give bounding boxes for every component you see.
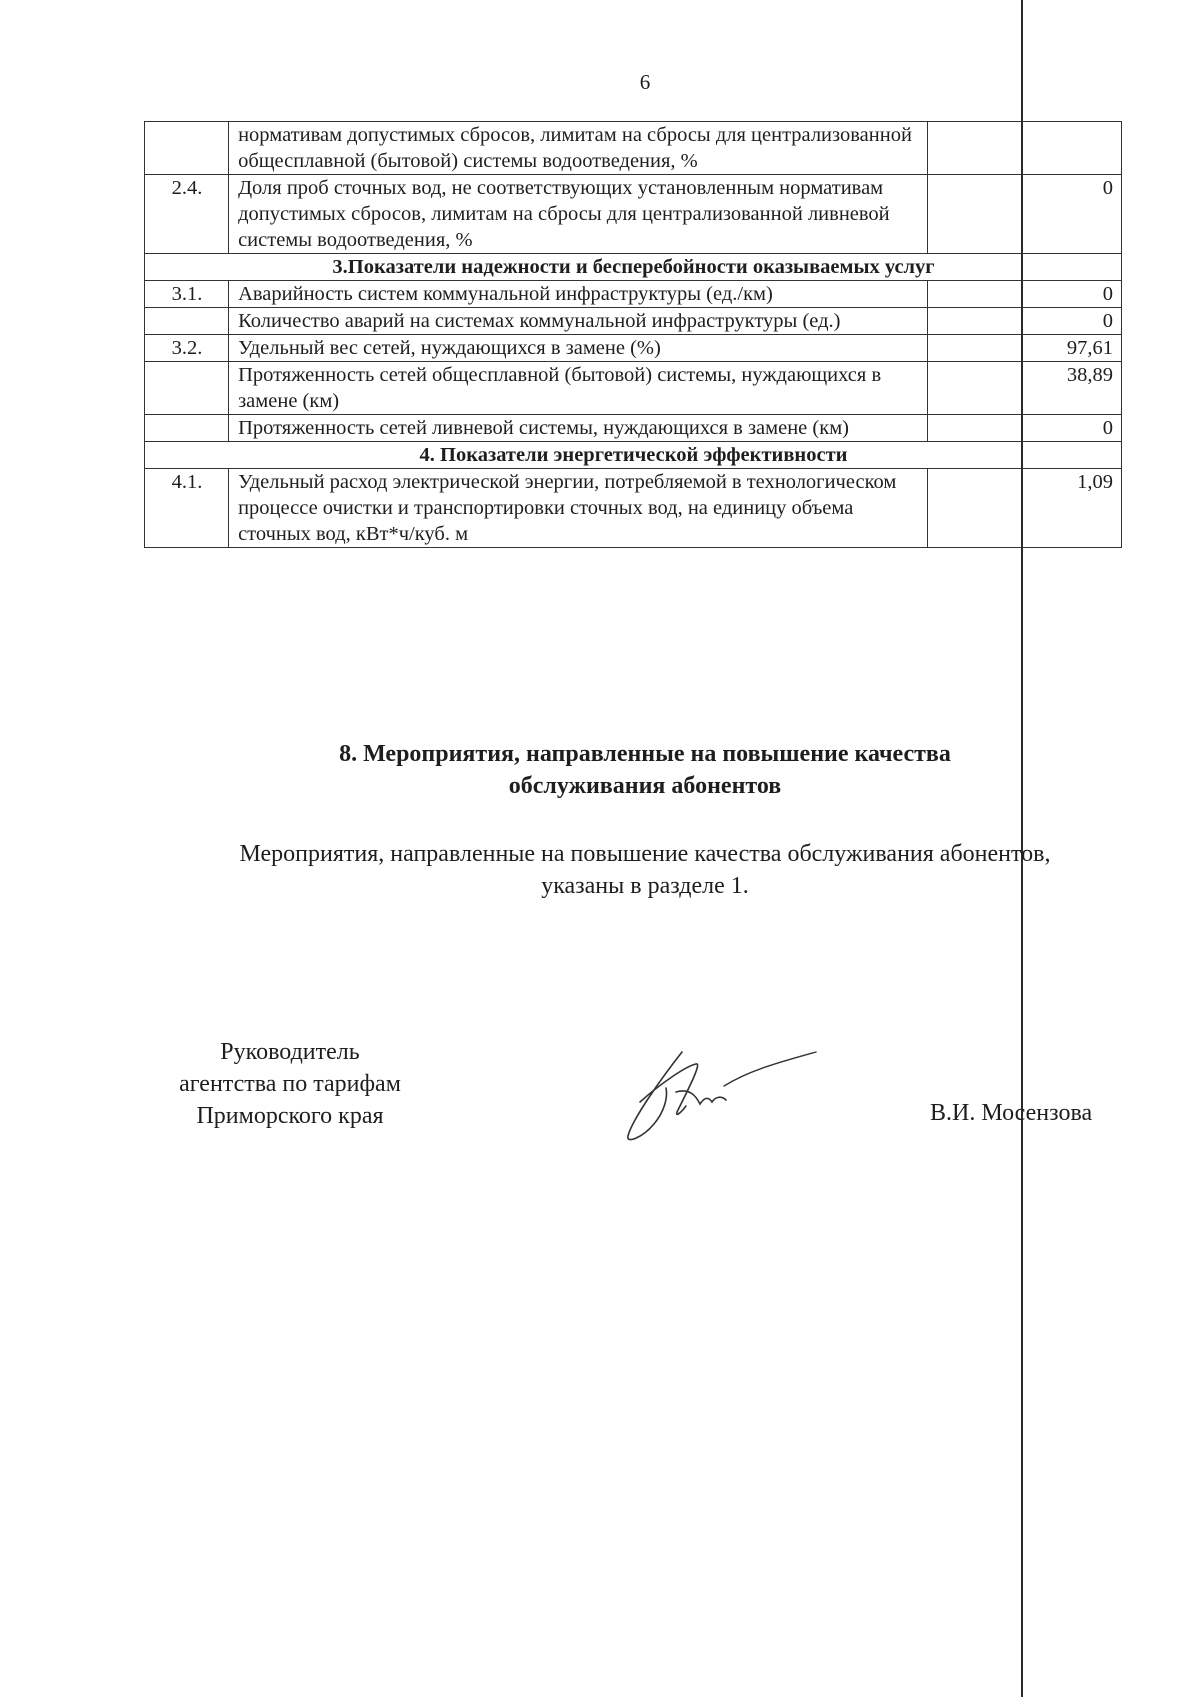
table-row bbox=[145, 122, 1122, 175]
row-text: Удельный вес сетей, нуждающихся в замене (%) bbox=[229, 335, 928, 362]
row-number bbox=[145, 362, 229, 415]
section-heading-line: обслуживания абонентов bbox=[508, 773, 782, 799]
row-text: Количество аварий на системах коммунальной инфраструктуры (ед.) bbox=[229, 308, 928, 335]
row-text: Доля проб сточных вод, не соответствующих установленным нормативам допустимых сбросов, лимитам на сбросы для централизованной ливневой системы водоотведения, % bbox=[229, 175, 928, 254]
row-value bbox=[927, 122, 1121, 175]
row-value: 0 bbox=[927, 308, 1121, 335]
row-value: 38,89 bbox=[927, 362, 1121, 415]
row-number: 4.1. bbox=[145, 469, 229, 548]
row-text: Аварийность систем коммунальной инфраструктуры (ед./км) bbox=[229, 281, 928, 308]
indicators-table bbox=[144, 121, 1122, 548]
section-heading bbox=[0, 738, 1200, 802]
row-text: Удельный расход электрической энергии, потребляемой в технологическом процессе очистки и транспортировки сточных вод, на единицу объема сточных вод, кВт*ч/куб. м bbox=[229, 469, 928, 548]
row-text: Протяженность сетей ливневой системы, нуждающихся в замене (км) bbox=[229, 415, 928, 442]
body-paragraph bbox=[150, 838, 1140, 902]
row-text: Протяженность сетей общесплавной (бытовой) системы, нуждающихся в замене (км) bbox=[229, 362, 928, 415]
row-value: 0 bbox=[927, 175, 1121, 254]
table-section-row bbox=[145, 442, 1122, 469]
row-value: 0 bbox=[927, 281, 1121, 308]
table-row bbox=[145, 415, 1122, 442]
paragraph-line: указаны в разделе 1. bbox=[541, 873, 749, 899]
table-row bbox=[145, 469, 1122, 548]
paragraph-line: Мероприятия, направленные на повышение качества обслуживания абонентов, bbox=[239, 841, 1051, 867]
table-row bbox=[145, 335, 1122, 362]
row-number: 2.4. bbox=[145, 175, 229, 254]
signer-title-line: Руководитель bbox=[220, 1039, 360, 1065]
table-row bbox=[145, 175, 1122, 254]
table-row bbox=[145, 308, 1122, 335]
row-number bbox=[145, 415, 229, 442]
signer-title bbox=[150, 1036, 430, 1132]
row-number bbox=[145, 122, 229, 175]
table-row bbox=[145, 281, 1122, 308]
page-number: 6 bbox=[639, 70, 651, 94]
handwritten-signature bbox=[620, 1040, 820, 1145]
signer-title-line: агентства по тарифам bbox=[179, 1071, 401, 1097]
signer-title-line: Приморского края bbox=[196, 1103, 384, 1129]
signer-name: В.И. Мосензова bbox=[930, 1100, 1093, 1126]
row-value: 1,09 bbox=[927, 469, 1121, 548]
row-number bbox=[145, 308, 229, 335]
table-section-row bbox=[145, 254, 1122, 281]
section-heading-line: 8. Мероприятия, направленные на повышение качества bbox=[339, 741, 951, 767]
row-text: нормативам допустимых сбросов, лимитам на сбросы для централизованной общесплавной (бытовой) системы водоотведения, % bbox=[229, 122, 928, 175]
section-title: 4. Показатели энергетической эффективности bbox=[145, 442, 1122, 469]
section-title: 3.Показатели надежности и бесперебойности оказываемых услуг bbox=[145, 254, 1122, 281]
table-row bbox=[145, 362, 1122, 415]
row-value: 0 bbox=[927, 415, 1121, 442]
row-number: 3.2. bbox=[145, 335, 229, 362]
row-number: 3.1. bbox=[145, 281, 229, 308]
row-value: 97,61 bbox=[927, 335, 1121, 362]
